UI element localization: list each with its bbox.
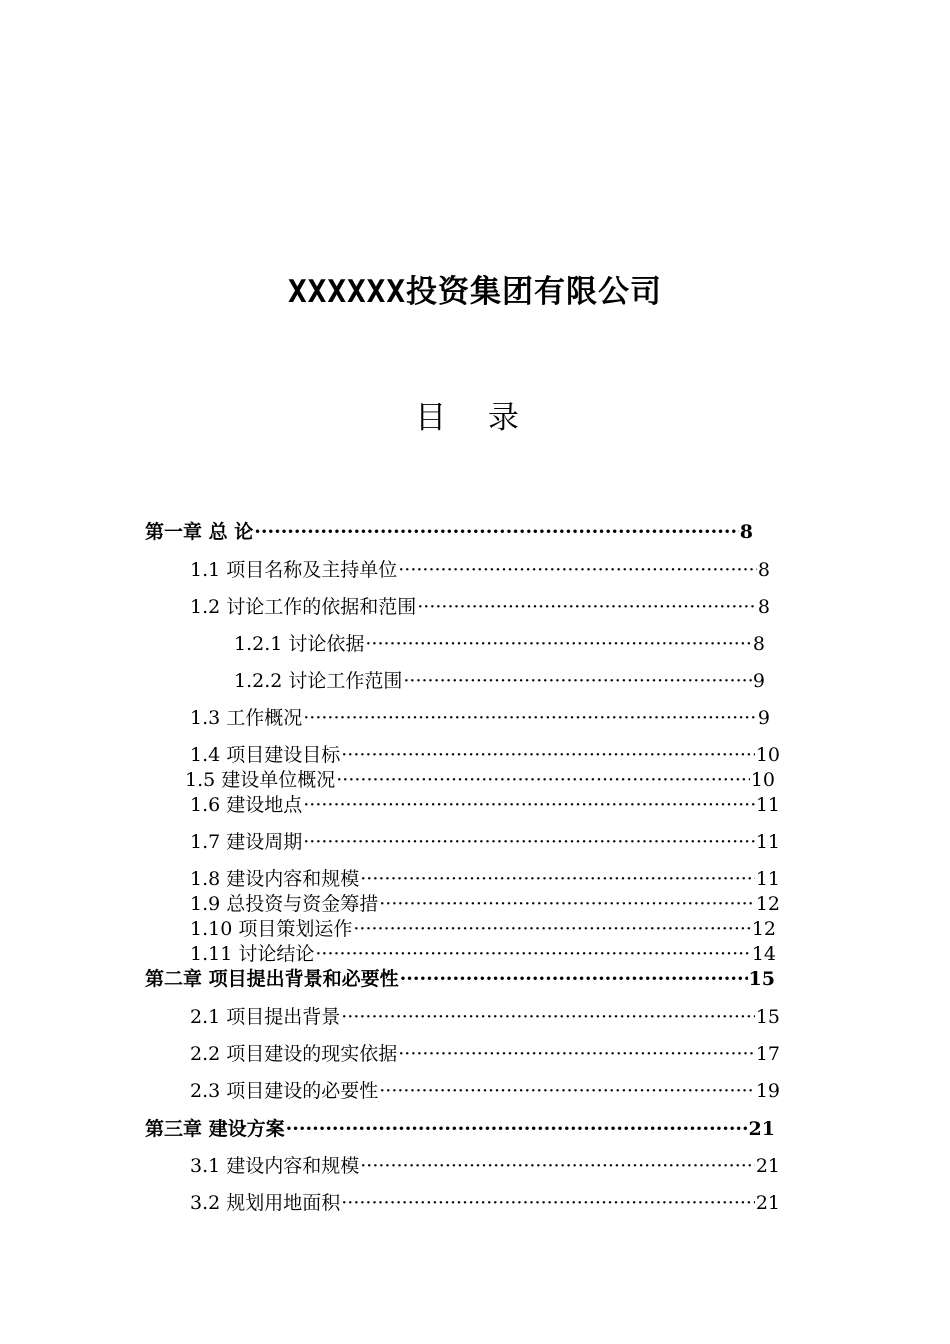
toc-leader-dots (360, 867, 755, 891)
toc-leader-dots (303, 793, 755, 817)
toc-entry-page: 19 (755, 1080, 780, 1102)
toc-entry-page: 21 (755, 1155, 780, 1177)
toc-entry-1-4[interactable] (190, 743, 780, 767)
toc-entry-chapter-1[interactable] (145, 520, 753, 544)
toc-entry-label: 1.6 建设地点 (190, 794, 303, 816)
toc-entry-1-8[interactable] (190, 867, 780, 891)
toc-entry-label: 1.8 建设内容和规模 (190, 868, 360, 890)
toc-entry-label: 第一章 总 论 (145, 521, 254, 543)
toc-entry-page: 12 (755, 893, 780, 915)
toc-entry-1-11[interactable] (190, 942, 776, 966)
toc-entry-label: 1.2.2 讨论工作范围 (234, 670, 403, 692)
toc-entry-page: 11 (755, 831, 780, 853)
toc-entry-page: 8 (752, 633, 765, 655)
toc-entry-page: 9 (757, 707, 770, 729)
toc-leader-dots (398, 558, 757, 582)
toc-leader-dots (286, 1117, 748, 1141)
toc-entry-label: 2.1 项目提出背景 (190, 1006, 341, 1028)
toc-entry-chapter-3[interactable] (145, 1117, 775, 1141)
toc-entry-page: 8 (757, 559, 770, 581)
toc-entry-label: 1.11 讨论结论 (190, 943, 315, 965)
toc-entry-1-1[interactable] (190, 558, 770, 582)
toc-entry-label: 1.9 总投资与资金筹措 (190, 893, 379, 915)
toc-entry-2-1[interactable] (190, 1005, 780, 1029)
toc-entry-label: 2.2 项目建设的现实依据 (190, 1043, 398, 1065)
toc-entry-3-1[interactable] (190, 1154, 780, 1178)
toc-leader-dots (398, 1042, 755, 1066)
toc-entry-label: 第三章 建设方案 (145, 1118, 285, 1140)
toc-entry-1-2[interactable] (190, 595, 770, 619)
toc-leader-dots (379, 1079, 755, 1103)
toc-entry-label: 2.3 项目建设的必要性 (190, 1080, 379, 1102)
toc-leader-dots (303, 706, 757, 730)
toc-leader-dots (303, 830, 755, 854)
toc-leader-dots (365, 632, 752, 656)
toc-entry-1-3[interactable] (190, 706, 770, 730)
toc-entry-1-6[interactable] (190, 793, 780, 817)
toc-leader-dots (353, 917, 750, 941)
toc-entry-page: 21 (748, 1118, 775, 1140)
toc-entry-1-2-1[interactable] (234, 632, 765, 656)
toc-leader-dots (336, 768, 750, 792)
toc-entry-label: 3.2 规划用地面积 (190, 1192, 341, 1214)
toc-entry-page: 15 (755, 1006, 780, 1028)
toc-entry-label: 1.1 项目名称及主持单位 (190, 559, 398, 581)
toc-entry-chapter-2[interactable] (145, 967, 775, 991)
toc-entry-page: 14 (751, 943, 776, 965)
toc-title: 目 录 (415, 400, 535, 436)
toc-entry-label: 1.2.1 讨论依据 (234, 633, 365, 655)
toc-leader-dots (341, 1005, 755, 1029)
toc-entry-page: 9 (752, 670, 765, 692)
toc-entry-3-2[interactable] (190, 1191, 780, 1215)
toc-entry-1-7[interactable] (190, 830, 780, 854)
toc-entry-page: 15 (748, 968, 775, 990)
toc-entry-label: 3.1 建设内容和规模 (190, 1155, 360, 1177)
toc-entry-page: 11 (755, 794, 780, 816)
toc-entry-page: 10 (750, 769, 775, 791)
toc-leader-dots (360, 1154, 755, 1178)
toc-entry-1-5[interactable] (185, 768, 775, 792)
toc-entry-label: 1.2 讨论工作的依据和范围 (190, 596, 417, 618)
toc-entry-1-2-2[interactable] (234, 669, 765, 693)
toc-entry-page: 10 (755, 744, 780, 766)
toc-leader-dots (403, 669, 752, 693)
toc-leader-dots (341, 743, 755, 767)
toc-entry-label: 1.5 建设单位概况 (185, 769, 336, 791)
toc-leader-dots (341, 1191, 755, 1215)
toc-leader-dots (417, 595, 757, 619)
toc-entry-page: 8 (739, 521, 753, 543)
toc-entry-2-3[interactable] (190, 1079, 780, 1103)
toc-leader-dots (379, 892, 755, 916)
toc-entry-label: 第二章 项目提出背景和必要性 (145, 968, 399, 990)
toc-entry-1-9[interactable] (190, 892, 780, 916)
toc-leader-dots (400, 967, 748, 991)
toc-entry-label: 1.4 项目建设目标 (190, 744, 341, 766)
toc-entry-label: 1.10 项目策划运作 (190, 918, 353, 940)
toc-entry-label: 1.7 建设周期 (190, 831, 303, 853)
toc-entry-page: 17 (755, 1043, 780, 1065)
company-title: XXXXXX投资集团有限公司 (288, 274, 662, 310)
toc-entry-1-10[interactable] (190, 917, 776, 941)
toc-entry-page: 21 (755, 1192, 780, 1214)
toc-entry-page: 12 (751, 918, 776, 940)
toc-entry-page: 11 (755, 868, 780, 890)
toc-leader-dots (315, 942, 750, 966)
toc-entry-2-2[interactable] (190, 1042, 780, 1066)
toc-entry-label: 1.3 工作概况 (190, 707, 303, 729)
toc-leader-dots (254, 520, 739, 544)
toc-entry-page: 8 (757, 596, 770, 618)
